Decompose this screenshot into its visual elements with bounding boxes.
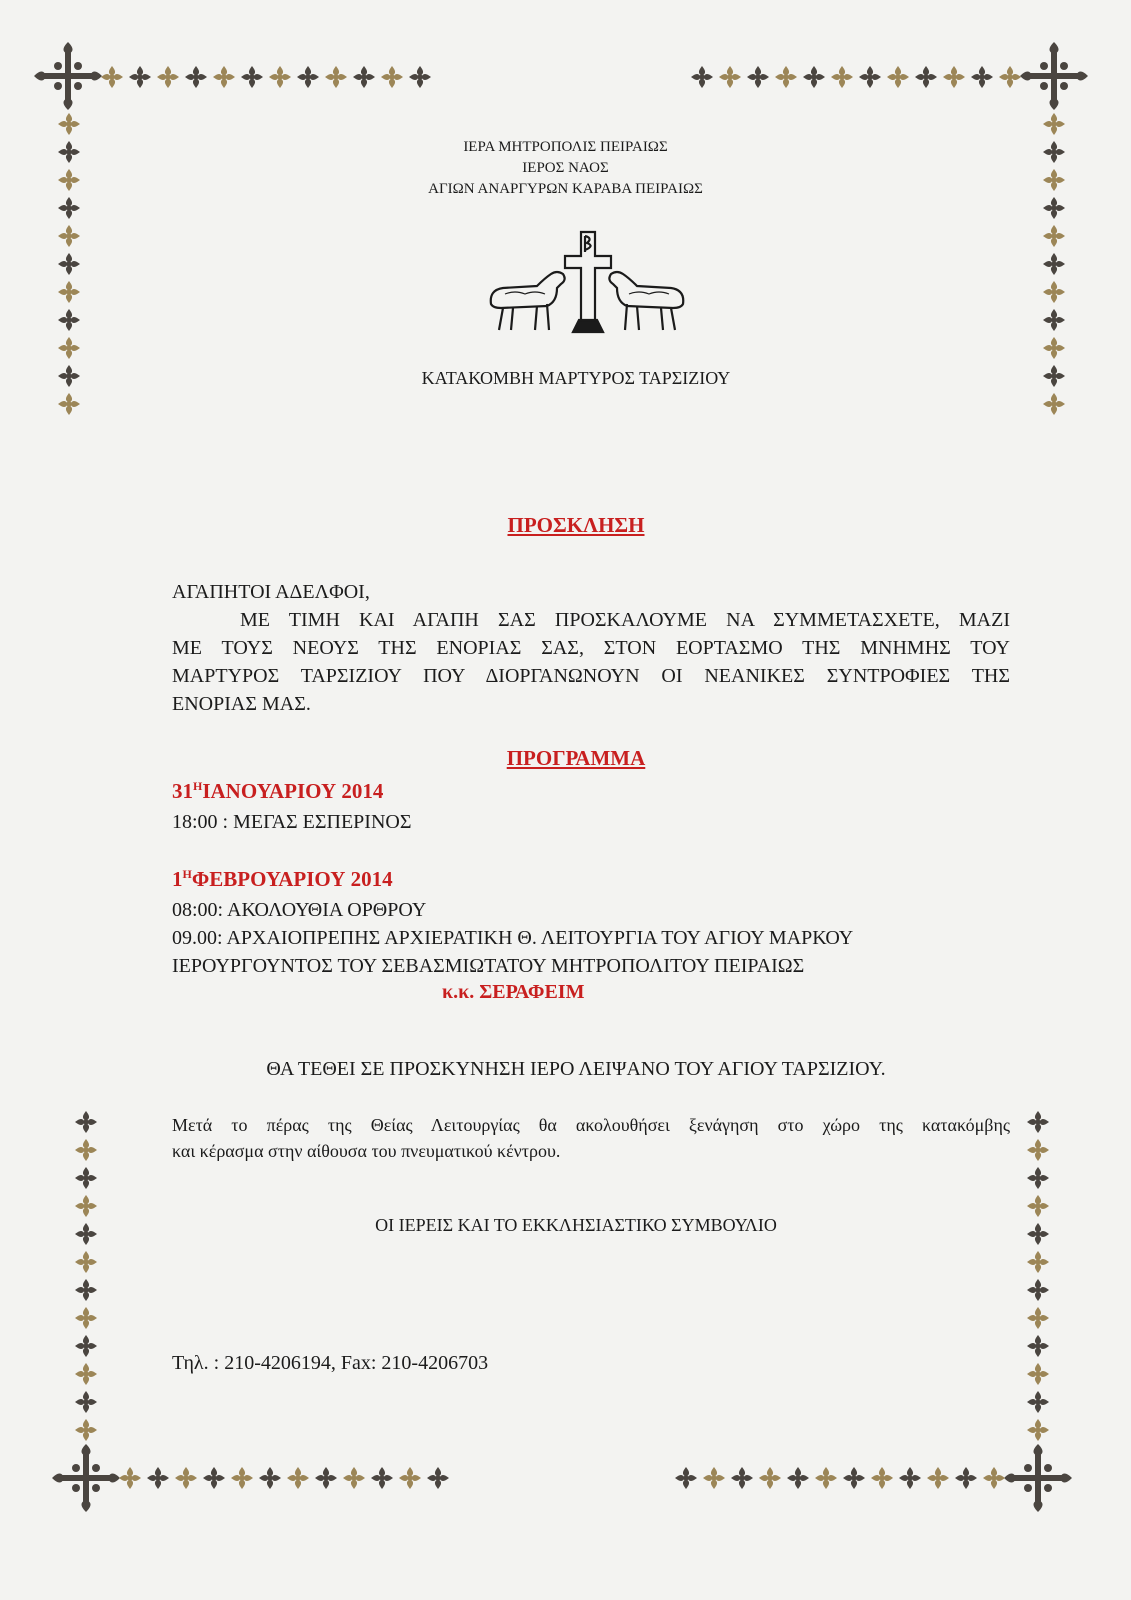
invitation-title: ΠΡΟΣΚΛΗΣΗ xyxy=(507,513,645,537)
body-line: ΕΝΟΡΙΑΣ ΜΑΣ. xyxy=(172,693,311,715)
celebrant-name: κ.κ. ΣΕΡΑΦΕΙΜ xyxy=(442,981,585,1003)
body-line: ΜΕ ΤΙΜΗ ΚΑΙ ΑΓΑΠΗ ΣΑΣ ΠΡΟΣΚΑΛΟΥΜΕ ΝΑ ΣΥΜΜΕΤΑΣΧΕΤΕ, ΜΑΖΙ xyxy=(240,609,1010,631)
header-line-church: ΙΕΡΟΣ ΝΑΟΣ xyxy=(522,160,609,176)
header-line-metropolis: ΙΕΡΑ ΜΗΤΡΟΠΟΛΙΣ ΠΕΙΡΑΙΩΣ xyxy=(463,139,668,155)
page-subtitle: ΚΑΤΑΚΟΜΒΗ ΜΑΡΤΥΡΟΣ ΤΑΡΣΙΖΙΟΥ xyxy=(421,368,731,388)
program-item: 09.00: ΑΡΧΑΙΟΠΡΕΠΗΣ ΑΡΧΙΕΡΑΤΙΚΗ Θ. ΛΕΙΤΟΥΡΓΙΑ ΤΟΥ ΑΓΙΟΥ ΜΑΡΚΟΥ xyxy=(172,927,854,949)
program-item: ΙΕΡΟΥΡΓΟΥΝΤΟΣ ΤΟΥ ΣΕΒΑΣΜΙΩΤΑΤΟΥ ΜΗΤΡΟΠΟΛΙΤΟΥ ΠΕΙΡΑΙΩΣ xyxy=(172,955,805,977)
program-date-2: $1^H\Phi EBPO\Upsilon APIO\Upsilon$ 2014 xyxy=(172,867,393,891)
body-line: ΜΕ ΤΟΥΣ ΝΕΟΥΣ ΤΗΣ ΕΝΟΡΙΑΣ ΣΑΣ, ΣΤΟΝ ΕΟΡΤΑΣΜΟ ΤΗΣ ΜΝΗΜΗΣ ΤΟΥ xyxy=(172,637,1010,659)
relic-notice: ΘΑ ΤΕΘΕΙ ΣΕ ΠΡΟΣΚΥΝΗΣΗ ΙΕΡΟ ΛΕΙΨΑΝΟ ΤΟΥ ΑΓΙΟΥ ΤΑΡΣΙΖΙΟΥ. xyxy=(266,1058,886,1080)
program-title: ΠΡΟΓΡΑΜΜΑ xyxy=(506,746,646,770)
note-line: και κέρασμα στην αίθουσα του πνευματικού κέντρου. xyxy=(172,1141,561,1161)
header-line-parish: ΑΓΙΩΝ ΑΝΑΡΓΥΡΩΝ ΚΑΡΑΒΑ ΠΕΙΡΑΙΩΣ xyxy=(428,181,703,197)
program-item: 08:00: ΑΚΟΛΟΥΘΙΑ ΟΡΘΡΟΥ xyxy=(172,899,427,921)
greeting: ΑΓΑΠΗΤΟΙ ΑΔΕΛΦΟΙ, xyxy=(172,581,370,603)
signature: ΟΙ ΙΕΡΕΙΣ ΚΑΙ ΤΟ ΕΚΚΛΗΣΙΑΣΤΙΚΟ ΣΥΜΒΟΥΛΙΟ xyxy=(375,1215,777,1235)
program-date-1: $31^HIANO\Upsilon APIO\Upsilon$ 2014 xyxy=(172,779,384,803)
body-line: ΜΑΡΤΥΡΟΣ ΤΑΡΣΙΖΙΟΥ ΠΟΥ ΔΙΟΡΓΑΝΩΝΟΥΝ ΟΙ ΝΕΑΝΙΚΕΣ ΣΥΝΤΡΟΦΙΕΣ ΤΗΣ xyxy=(172,665,1010,687)
note-line: Μετά το πέρας της Θείας Λειτουργίας θα ακολουθήσει ξενάγηση στο χώρο της κατακόμβης xyxy=(172,1115,1010,1135)
cross-with-two-lambs-icon xyxy=(485,228,690,343)
program-item: 18:00 : ΜΕΓΑΣ ΕΣΠΕΡΙΝΟΣ xyxy=(172,811,412,833)
contact-info: Τηλ. : 210-4206194, Fax: 210-4206703 xyxy=(172,1352,489,1374)
